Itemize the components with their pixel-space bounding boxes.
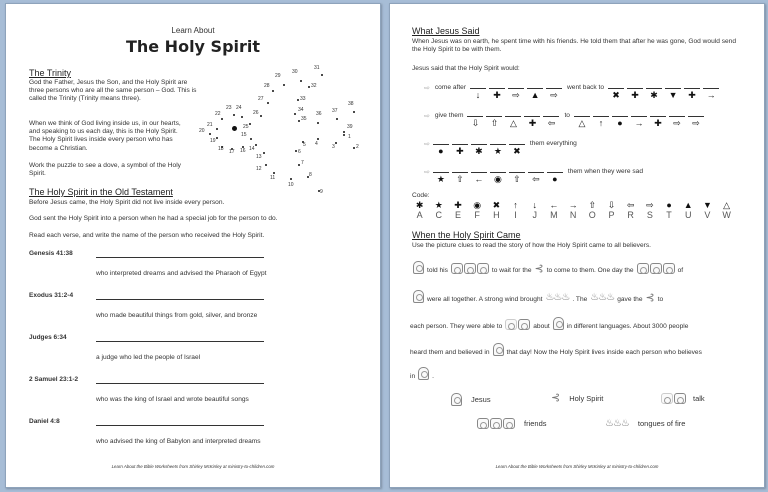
- code-symbol: ⇨: [646, 200, 654, 210]
- puzzle-dot-number: 32: [311, 83, 317, 89]
- code-letter: N: [569, 210, 577, 220]
- puzzle-dot-number: 12: [256, 166, 262, 172]
- puzzle-dot-number: 18: [218, 146, 224, 152]
- answer-line[interactable]: [96, 257, 264, 258]
- puzzle-dot-number: 11: [270, 175, 276, 181]
- puzzle-dot: [272, 90, 274, 92]
- arrow-bullet-icon: ⇨: [424, 141, 430, 148]
- cipher-blank[interactable]: ⇦: [543, 116, 559, 128]
- jesus-icon: [413, 261, 424, 274]
- puzzle-dot: [233, 114, 235, 116]
- code-key-entry: [468, 200, 487, 220]
- puzzle-dot-number: 29: [275, 73, 281, 79]
- story-text: to wait for the: [491, 267, 532, 274]
- cipher-blank[interactable]: ▼: [665, 88, 681, 100]
- dove-eye-dot: [232, 126, 237, 131]
- code-symbol: →: [568, 200, 578, 210]
- code-key-entry: [448, 200, 467, 220]
- code-key-entry: [717, 200, 736, 220]
- puzzle-text: them when they were sad: [567, 168, 644, 175]
- code-symbol: ▲: [683, 200, 693, 210]
- puzzle-dot-number: 6: [298, 149, 301, 155]
- code-letter: S: [646, 210, 653, 220]
- legend-holy-spirit: [548, 393, 603, 403]
- story-text: gave the: [617, 296, 643, 303]
- holy-spirit-came-heading: When the Holy Spirit Came: [412, 230, 521, 240]
- cipher-blank[interactable]: ✚: [489, 88, 505, 100]
- cipher-blank[interactable]: ✖: [608, 88, 624, 100]
- code-letter: R: [627, 210, 634, 220]
- cipher-blank[interactable]: ✚: [684, 88, 700, 100]
- code-key-entry: [640, 200, 659, 220]
- code-symbol: ⇦: [626, 200, 635, 210]
- cipher-blank[interactable]: ★: [490, 144, 506, 156]
- puzzle-dot-number: 21: [207, 122, 213, 128]
- dove-icon: ⊰: [534, 263, 544, 275]
- story-line-4: [410, 343, 702, 356]
- verse-reference: Genesis 41:38: [29, 250, 73, 257]
- legend-label: Holy Spirit: [569, 393, 604, 403]
- puzzle-text: give them: [434, 112, 464, 119]
- code-symbol: ▼: [702, 200, 712, 210]
- puzzle-dot: [209, 133, 211, 135]
- code-letter: E: [454, 210, 461, 220]
- cipher-blank[interactable]: ⇩: [467, 116, 483, 128]
- cipher-blank[interactable]: ✚: [627, 88, 643, 100]
- cipher-puzzle-row: [424, 168, 647, 184]
- puzzle-dot-number: 31: [314, 65, 320, 71]
- puzzle-text: come after: [434, 84, 467, 91]
- puzzle-dot-number: 5: [303, 142, 306, 148]
- worksheet-page-left: [5, 3, 381, 488]
- trinity-heading: The Trinity: [29, 68, 72, 78]
- verse-description: who made beautiful things from gold, silver, and bronze: [96, 312, 258, 319]
- code-key-entry: [410, 200, 429, 220]
- cipher-blank[interactable]: ⇨: [546, 88, 562, 100]
- puzzle-dot: [260, 115, 262, 117]
- story-line-3: [410, 317, 688, 330]
- cipher-blank[interactable]: ✚: [452, 144, 468, 156]
- code-symbol: ✱: [415, 200, 424, 210]
- trinity-paragraph-2: When we think of God living inside us, in our hearts, and speaking to us each day, this is the Holy Spirit. The Holy Spirit lives inside every person who has become a Christian.: [29, 120, 181, 152]
- page-subtitle: Learn About: [171, 26, 215, 35]
- cipher-blank[interactable]: ●: [612, 116, 628, 128]
- jesus-icon: [418, 367, 429, 380]
- legend-label: tongues of fire: [637, 419, 686, 428]
- trinity-paragraph-3: Work the puzzle to see a dove, a symbol of the Holy Spirit.: [29, 162, 181, 178]
- puzzle-dot-number: 1: [348, 134, 351, 140]
- code-symbol: ⇧: [588, 200, 597, 210]
- story-text: were all together. A strong wind brought: [427, 296, 543, 303]
- puzzle-dot: [250, 138, 252, 140]
- puzzle-dot: [294, 113, 296, 115]
- puzzle-dot-number: 8: [309, 172, 312, 178]
- puzzle-dot: [343, 134, 345, 136]
- verse-reference: 2 Samuel 23:1-2: [29, 376, 79, 383]
- puzzle-text: them everything: [529, 140, 577, 147]
- verse-reference: Judges 6:34: [29, 334, 67, 341]
- old-testament-paragraph-1: Before Jesus came, the Holy Spirit did not live inside every person.: [29, 199, 225, 206]
- jesus-icon: [413, 290, 424, 303]
- code-symbol: ↓: [532, 200, 537, 210]
- story-text: in: [410, 373, 416, 380]
- puzzle-text: went back to: [567, 84, 605, 91]
- friends-icon: [451, 263, 489, 274]
- puzzle-dot: [265, 164, 267, 166]
- cipher-blank[interactable]: →: [703, 88, 719, 100]
- puzzle-dot-number: 9: [320, 189, 323, 195]
- page-footer: Learn About the Bible Worksheets from Shirley McKinley at ministry-to-children.com: [111, 464, 275, 469]
- cipher-blank[interactable]: ⇨: [669, 116, 685, 128]
- cipher-blank[interactable]: ✖: [509, 144, 525, 156]
- code-letter: F: [474, 210, 480, 220]
- cipher-blank[interactable]: ✱: [646, 88, 662, 100]
- puzzle-dot-number: 30: [292, 69, 298, 75]
- code-key-entry: [525, 200, 544, 220]
- code-letter: I: [514, 210, 517, 220]
- holy-spirit-would-text: Jesus said that the Holy Spirit would:: [412, 65, 520, 72]
- puzzle-dot-number: 19: [210, 138, 216, 144]
- puzzle-dot-number: 14: [249, 146, 255, 152]
- code-letter: T: [666, 210, 672, 220]
- verse-reference: Exodus 31:2-4: [29, 292, 74, 299]
- legend-friends: [474, 418, 547, 429]
- cipher-blank[interactable]: ●: [547, 172, 563, 184]
- verse-description: who interpreted dreams and advised the Pharaoh of Egypt: [96, 270, 267, 277]
- code-symbol: ←: [549, 200, 559, 210]
- story-line-2: [410, 290, 663, 303]
- legend-label: talk: [693, 394, 705, 403]
- verse-description: who was the king of Israel and wrote beautiful songs: [96, 396, 249, 403]
- puzzle-dot-number: 13: [256, 154, 262, 160]
- puzzle-dot: [241, 116, 243, 118]
- code-symbol: ↑: [513, 200, 518, 210]
- story-text: .: [432, 373, 434, 380]
- puzzle-dot-number: 33: [300, 96, 306, 102]
- puzzle-dot-number: 22: [215, 111, 221, 117]
- legend-tongues-of-fire: [602, 418, 685, 429]
- puzzle-dot-number: 27: [258, 96, 264, 102]
- puzzle-dot-number: 3: [332, 144, 335, 150]
- puzzle-dot: [216, 128, 218, 130]
- code-key-entry: [583, 200, 602, 220]
- puzzle-dot-number: 25: [243, 124, 249, 130]
- jesus-icon: [493, 343, 504, 356]
- code-symbol: ⇩: [607, 200, 616, 210]
- code-letter: C: [435, 210, 443, 220]
- puzzle-dot-number: 37: [332, 108, 338, 114]
- puzzle-dot-number: 2: [356, 144, 359, 150]
- puzzle-dot-number: 7: [301, 160, 304, 166]
- story-text: that day! Now the Holy Spirit lives inside each person who believes: [506, 349, 702, 356]
- verse-reference: Daniel 4:8: [29, 418, 60, 425]
- cipher-blank[interactable]: ⇦: [528, 172, 544, 184]
- puzzle-dot-number: 17: [229, 149, 235, 155]
- puzzle-dot-number: 36: [316, 111, 322, 117]
- cipher-blank[interactable]: ←: [471, 172, 487, 184]
- cipher-puzzle-row: [424, 84, 722, 100]
- page-footer: Learn About the Bible Worksheets from Shirley McKinley at ministry-to-children.com: [495, 464, 659, 469]
- cipher-blank[interactable]: ⇧: [509, 172, 525, 184]
- cipher-blank[interactable]: ⇨: [508, 88, 524, 100]
- puzzle-dot-number: 23: [226, 105, 232, 111]
- what-jesus-said-heading: What Jesus Said: [412, 26, 480, 36]
- cipher-code-key: [410, 200, 736, 220]
- story-text: of: [677, 267, 684, 274]
- old-testament-heading: The Holy Spirit in the Old Testament: [29, 187, 173, 197]
- story-text: told his: [427, 267, 448, 274]
- puzzle-dot: [317, 122, 319, 124]
- legend-label: Jesus: [471, 395, 491, 404]
- code-key-entry: [429, 200, 448, 220]
- puzzle-dot: [255, 144, 257, 146]
- code-letter: M: [550, 210, 558, 220]
- puzzle-dot: [221, 118, 223, 120]
- cipher-blank[interactable]: ↑: [593, 116, 609, 128]
- puzzle-dot: [283, 84, 285, 86]
- code-letter: W: [722, 210, 731, 220]
- cipher-blank[interactable]: ⇧: [452, 172, 468, 184]
- puzzle-dot: [321, 74, 323, 76]
- cipher-blank[interactable]: ★: [433, 172, 449, 184]
- legend-talk: [658, 393, 705, 404]
- story-text: . The: [572, 296, 588, 303]
- dove-icon: ⊰: [645, 292, 655, 304]
- story-line-1: [410, 261, 683, 274]
- code-label: Code:: [412, 192, 430, 199]
- what-jesus-said-paragraph: When Jesus was on earth, he spent time with his friends. He told them that after he was gone, God would send the Holy Spirit to be with them.: [412, 38, 737, 54]
- code-symbol: ✚: [454, 200, 462, 210]
- story-text: to: [657, 296, 664, 303]
- puzzle-dot: [300, 80, 302, 82]
- puzzle-dot: [216, 137, 218, 139]
- cipher-blank[interactable]: ●: [433, 144, 449, 156]
- cipher-blank[interactable]: ✱: [471, 144, 487, 156]
- friends-icon: [637, 263, 675, 274]
- cipher-blank[interactable]: △: [574, 116, 590, 128]
- puzzle-dot: [336, 118, 338, 120]
- story-text: about: [533, 323, 550, 330]
- code-letter: U: [684, 210, 692, 220]
- old-testament-paragraph-3: Read each verse, and write the name of the person who received the Holy Spirit.: [29, 232, 265, 239]
- answer-line[interactable]: [96, 299, 264, 300]
- talk-icon: [505, 319, 530, 330]
- cipher-blank[interactable]: ◉: [490, 172, 506, 184]
- puzzle-dot-number: 39: [347, 124, 353, 130]
- story-line-5: [410, 367, 434, 380]
- puzzle-dot-number: 26: [253, 110, 259, 116]
- code-key-entry: [506, 200, 525, 220]
- cipher-blank[interactable]: ✚: [650, 116, 666, 128]
- puzzle-dot-number: 28: [264, 83, 270, 89]
- jesus-icon: [553, 317, 564, 330]
- arrow-bullet-icon: ⇨: [424, 85, 430, 92]
- code-symbol: ✖: [492, 200, 501, 210]
- code-symbol: ◉: [473, 200, 482, 210]
- code-symbol: ●: [666, 200, 672, 210]
- puzzle-dot: [353, 111, 355, 113]
- dove-icon: ⊰: [551, 392, 561, 404]
- answer-line[interactable]: [96, 383, 264, 384]
- worksheet-page-right: [389, 3, 765, 488]
- cipher-blank[interactable]: △: [505, 116, 521, 128]
- trinity-paragraph-1: God the Father, Jesus the Son, and the Holy Spirit are three persons who are all the same person – God. This is called the Trinity (Trinity means three).: [29, 79, 197, 103]
- page-title: The Holy Spirit: [125, 37, 261, 56]
- legend-jesus: [448, 393, 491, 406]
- puzzle-text: to: [564, 112, 570, 119]
- puzzle-dot-number: 20: [199, 128, 205, 134]
- answer-line[interactable]: [96, 341, 264, 342]
- cipher-blank[interactable]: ⇨: [688, 116, 704, 128]
- code-key-entry: [621, 200, 640, 220]
- code-letter: H: [493, 210, 500, 220]
- cipher-blank[interactable]: ⇧: [486, 116, 502, 128]
- arrow-bullet-icon: ⇨: [424, 169, 430, 176]
- code-letter: O: [588, 210, 596, 220]
- code-key-entry: [659, 200, 678, 220]
- tongues-of-fire-icon: ♨♨♨: [605, 418, 629, 429]
- code-key-entry: [679, 200, 698, 220]
- code-key-entry: [544, 200, 563, 220]
- puzzle-dot: [263, 152, 265, 154]
- code-symbol: ★: [434, 200, 443, 210]
- puzzle-dot-number: 24: [236, 105, 242, 111]
- puzzle-dot: [267, 102, 269, 104]
- talk-icon: [661, 393, 686, 404]
- friends-icon: [477, 418, 515, 429]
- verse-description: a judge who led the people of Israel: [96, 354, 201, 361]
- verse-description: who advised the king of Babylon and interpreted dreams: [96, 438, 261, 445]
- puzzle-dot-number: 4: [315, 141, 318, 147]
- puzzle-dot: [335, 142, 337, 144]
- cipher-blank[interactable]: ↓: [470, 88, 486, 100]
- arrow-bullet-icon: ⇨: [424, 113, 430, 120]
- code-symbol: △: [723, 200, 731, 210]
- puzzle-dot-number: 38: [348, 101, 354, 107]
- cipher-puzzle-row: [424, 112, 707, 128]
- jesus-icon: [451, 393, 462, 406]
- code-letter: P: [608, 210, 615, 220]
- old-testament-paragraph-2: God sent the Holy Spirit into a person when he had a special job for the person to do.: [29, 215, 278, 222]
- puzzle-dot-number: 16: [240, 148, 246, 154]
- puzzle-dot-number: 15: [241, 132, 247, 138]
- story-text: to come to them. One day the: [546, 267, 634, 274]
- tongues-of-fire-icon: ♨♨♨: [545, 292, 570, 303]
- story-text: each person. They were able to: [410, 323, 503, 330]
- code-letter: A: [416, 210, 423, 220]
- puzzle-dot: [290, 178, 292, 180]
- code-key-entry: [564, 200, 583, 220]
- tongues-of-fire-icon: ♨♨♨: [590, 292, 615, 303]
- holy-spirit-came-intro: Use the picture clues to read the story of how the Holy Spirit came to all believers.: [412, 242, 651, 249]
- puzzle-dot-number: 10: [288, 182, 294, 188]
- code-letter: J: [532, 210, 537, 220]
- story-text: in different languages. About 3000 people: [566, 323, 689, 330]
- code-key-entry: [487, 200, 506, 220]
- puzzle-dot-number: 35: [301, 116, 307, 122]
- cipher-blank[interactable]: ✚: [524, 116, 540, 128]
- cipher-blank[interactable]: →: [631, 116, 647, 128]
- story-text: heard them and believed in: [410, 349, 490, 356]
- puzzle-dot: [249, 123, 251, 125]
- code-key-entry: [602, 200, 621, 220]
- puzzle-dot-number: 34: [298, 107, 304, 113]
- code-letter: V: [704, 210, 711, 220]
- answer-line[interactable]: [96, 425, 264, 426]
- cipher-puzzle-row: [424, 140, 581, 156]
- code-key-entry: [698, 200, 717, 220]
- legend-label: friends: [524, 419, 547, 428]
- cipher-blank[interactable]: ▲: [527, 88, 543, 100]
